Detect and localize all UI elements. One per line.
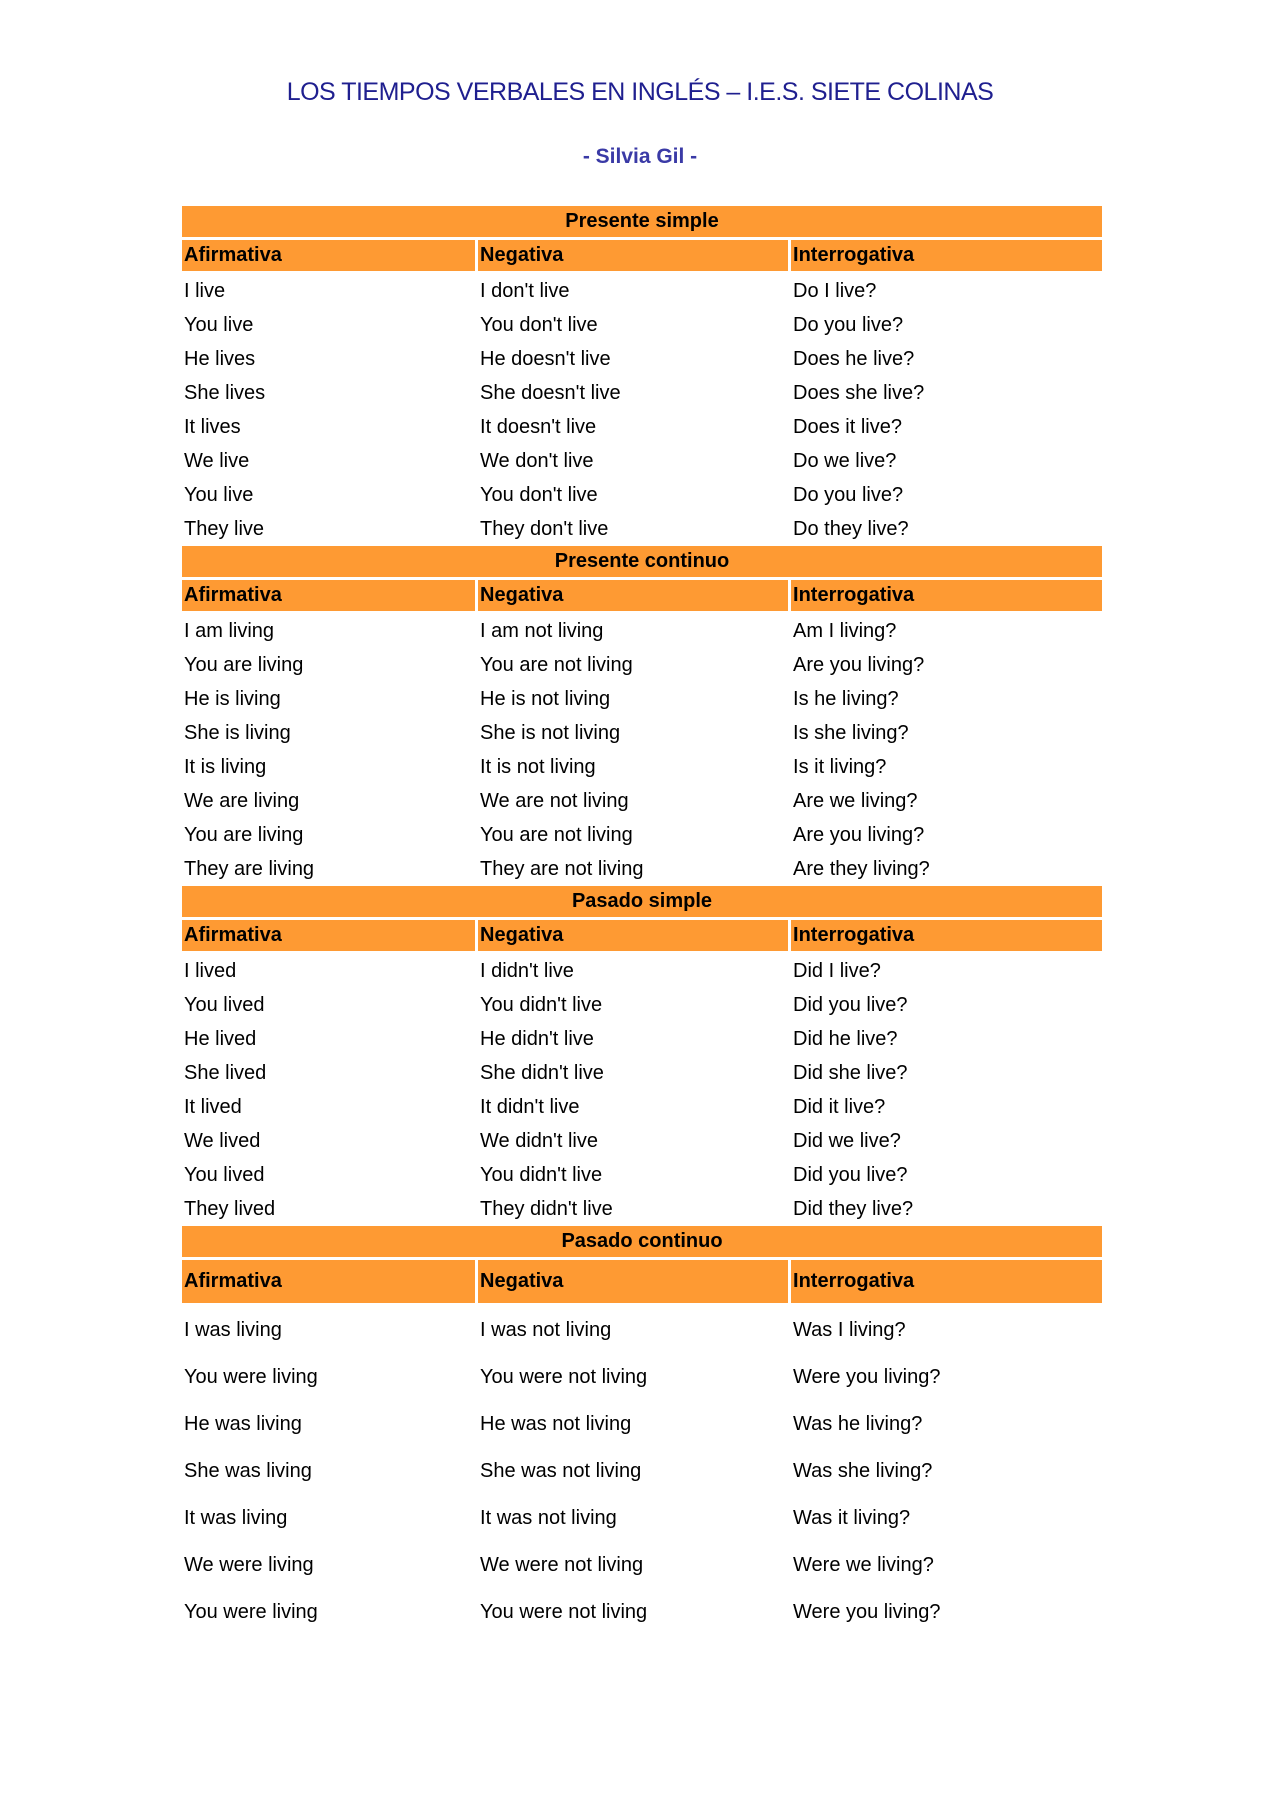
cell-interrogativa: Is she living?	[793, 722, 909, 744]
section-pasado-simple	[182, 886, 1102, 1226]
cell-afirmativa: They lived	[184, 1198, 276, 1220]
cell-negativa: She didn't live	[480, 1062, 604, 1084]
cell-interrogativa: Do you live?	[793, 314, 904, 336]
table-row	[182, 1090, 1102, 1124]
column-header-interrogativa: Interrogativa	[791, 1260, 1102, 1303]
column-header-afirmativa: Afirmativa	[182, 1260, 475, 1303]
cell-interrogativa: Were you living?	[793, 1601, 941, 1623]
section-title: Pasado continuo	[182, 1226, 1102, 1257]
table-row	[182, 1495, 1102, 1542]
cell-interrogativa: Do I live?	[793, 280, 877, 302]
table-row	[182, 1124, 1102, 1158]
cell-interrogativa: Do we live?	[793, 450, 897, 472]
table-body	[182, 1307, 1102, 1636]
table-row	[182, 478, 1102, 512]
table-row	[182, 444, 1102, 478]
cell-interrogativa: Did they live?	[793, 1198, 914, 1220]
cell-afirmativa: He lives	[184, 348, 256, 370]
cell-interrogativa: Am I living?	[793, 620, 897, 642]
table-body	[182, 274, 1102, 546]
cell-interrogativa: Did we live?	[793, 1130, 901, 1152]
cell-interrogativa: Did he live?	[793, 1028, 898, 1050]
column-header-interrogativa: Interrogativa	[791, 580, 1102, 611]
section-title: Presente continuo	[182, 546, 1102, 577]
cell-afirmativa: It lived	[184, 1096, 242, 1118]
cell-negativa: We are not living	[480, 790, 629, 812]
cell-negativa: They are not living	[480, 858, 644, 880]
section-title: Presente simple	[182, 206, 1102, 237]
cell-afirmativa: I lived	[184, 960, 237, 982]
table-row	[182, 1448, 1102, 1495]
table-row	[182, 750, 1102, 784]
table-row	[182, 1401, 1102, 1448]
cell-negativa: They don't live	[480, 518, 609, 540]
cell-negativa: It is not living	[480, 756, 596, 778]
table-row	[182, 1192, 1102, 1226]
verb-tenses-grid	[182, 206, 1102, 1636]
cell-interrogativa: Are they living?	[793, 858, 930, 880]
cell-interrogativa: Did she live?	[793, 1062, 908, 1084]
cell-interrogativa: Are you living?	[793, 824, 925, 846]
table-row	[182, 410, 1102, 444]
table-row	[182, 1158, 1102, 1192]
table-row	[182, 1354, 1102, 1401]
cell-interrogativa: Did you live?	[793, 994, 908, 1016]
cell-negativa: He was not living	[480, 1413, 632, 1435]
cell-negativa: She was not living	[480, 1460, 642, 1482]
cell-negativa: You don't live	[480, 484, 598, 506]
cell-negativa: He didn't live	[480, 1028, 594, 1050]
cell-interrogativa: Are we living?	[793, 790, 918, 812]
table-row	[182, 954, 1102, 988]
cell-interrogativa: Was I living?	[793, 1319, 906, 1341]
cell-interrogativa: Did I live?	[793, 960, 881, 982]
cell-negativa: I was not living	[480, 1319, 612, 1341]
table-row	[182, 1307, 1102, 1354]
cell-negativa: It was not living	[480, 1507, 617, 1529]
cell-afirmativa: We lived	[184, 1130, 261, 1152]
table-row	[182, 784, 1102, 818]
cell-negativa: You don't live	[480, 314, 598, 336]
cell-interrogativa: Does he live?	[793, 348, 915, 370]
cell-afirmativa: It was living	[184, 1507, 288, 1529]
table-row	[182, 274, 1102, 308]
cell-interrogativa: Are you living?	[793, 654, 925, 676]
cell-interrogativa: Were you living?	[793, 1366, 941, 1388]
cell-afirmativa: She is living	[184, 722, 291, 744]
cell-afirmativa: You lived	[184, 994, 265, 1016]
cell-negativa: It doesn't live	[480, 416, 597, 438]
cell-afirmativa: We are living	[184, 790, 300, 812]
section-pasado-continuo	[182, 1226, 1102, 1636]
column-header-negativa: Negativa	[478, 1260, 788, 1303]
cell-afirmativa: She lives	[184, 382, 266, 404]
cell-interrogativa: Do they live?	[793, 518, 909, 540]
cell-negativa: I didn't live	[480, 960, 574, 982]
cell-afirmativa: You were living	[184, 1601, 318, 1623]
cell-negativa: I don't live	[480, 280, 570, 302]
cell-afirmativa: You are living	[184, 824, 304, 846]
column-header-negativa: Negativa	[478, 240, 788, 271]
cell-interrogativa: Was she living?	[793, 1460, 933, 1482]
table-row	[182, 512, 1102, 546]
cell-afirmativa: It is living	[184, 756, 267, 778]
cell-afirmativa: You are living	[184, 654, 304, 676]
cell-afirmativa: You live	[184, 314, 254, 336]
cell-negativa: He is not living	[480, 688, 611, 710]
cell-negativa: You were not living	[480, 1366, 648, 1388]
cell-negativa: You are not living	[480, 824, 633, 846]
cell-interrogativa: Does she live?	[793, 382, 925, 404]
cell-negativa: You are not living	[480, 654, 633, 676]
table-row	[182, 648, 1102, 682]
table-row	[182, 1022, 1102, 1056]
cell-negativa: You were not living	[480, 1601, 648, 1623]
cell-afirmativa: She was living	[184, 1460, 312, 1482]
cell-negativa: They didn't live	[480, 1198, 613, 1220]
cell-interrogativa: Was it living?	[793, 1507, 911, 1529]
column-header-interrogativa: Interrogativa	[791, 240, 1102, 271]
cell-negativa: She doesn't live	[480, 382, 621, 404]
cell-interrogativa: Did you live?	[793, 1164, 908, 1186]
table-body	[182, 954, 1102, 1226]
cell-afirmativa: He was living	[184, 1413, 302, 1435]
cell-afirmativa: I was living	[184, 1319, 282, 1341]
column-header-interrogativa: Interrogativa	[791, 920, 1102, 951]
cell-negativa: You didn't live	[480, 1164, 603, 1186]
cell-afirmativa: I am living	[184, 620, 275, 642]
column-header-row	[182, 240, 1102, 271]
cell-interrogativa: Does it live?	[793, 416, 902, 438]
cell-afirmativa: You were living	[184, 1366, 318, 1388]
table-row	[182, 818, 1102, 852]
column-header-row	[182, 580, 1102, 611]
table-row	[182, 376, 1102, 410]
section-title: Pasado simple	[182, 886, 1102, 917]
cell-afirmativa: She lived	[184, 1062, 267, 1084]
page-subtitle: - Silvia Gil -	[582, 145, 698, 168]
cell-interrogativa: Do you live?	[793, 484, 904, 506]
cell-afirmativa: They are living	[184, 858, 315, 880]
cell-afirmativa: You lived	[184, 1164, 265, 1186]
cell-afirmativa: He is living	[184, 688, 281, 710]
section-presente-simple	[182, 206, 1102, 546]
cell-interrogativa: Is it living?	[793, 756, 887, 778]
cell-negativa: It didn't live	[480, 1096, 580, 1118]
cell-negativa: We were not living	[480, 1554, 644, 1576]
table-row	[182, 716, 1102, 750]
cell-negativa: I am not living	[480, 620, 604, 642]
table-row	[182, 1542, 1102, 1589]
cell-negativa: We didn't live	[480, 1130, 598, 1152]
section-presente-continuo	[182, 546, 1102, 886]
column-header-negativa: Negativa	[478, 920, 788, 951]
cell-afirmativa: They live	[184, 518, 265, 540]
column-header-negativa: Negativa	[478, 580, 788, 611]
cell-afirmativa: We were living	[184, 1554, 314, 1576]
table-row	[182, 342, 1102, 376]
cell-negativa: She is not living	[480, 722, 621, 744]
column-header-afirmativa: Afirmativa	[182, 240, 475, 271]
cell-afirmativa: We live	[184, 450, 250, 472]
cell-afirmativa: I live	[184, 280, 226, 302]
cell-negativa: He doesn't live	[480, 348, 611, 370]
cell-negativa: We don't live	[480, 450, 594, 472]
table-row	[182, 308, 1102, 342]
cell-negativa: You didn't live	[480, 994, 603, 1016]
cell-interrogativa: Did it live?	[793, 1096, 886, 1118]
cell-interrogativa: Is he living?	[793, 688, 899, 710]
table-row	[182, 988, 1102, 1022]
cell-afirmativa: It lives	[184, 416, 241, 438]
page-title: LOS TIEMPOS VERBALES EN INGLÉS – I.E.S. SIETE COLINAS	[286, 78, 994, 106]
column-header-afirmativa: Afirmativa	[182, 920, 475, 951]
table-row	[182, 614, 1102, 648]
cell-afirmativa: He lived	[184, 1028, 257, 1050]
column-header-row	[182, 1260, 1102, 1303]
cell-interrogativa: Were we living?	[793, 1554, 934, 1576]
table-body	[182, 614, 1102, 886]
column-header-afirmativa: Afirmativa	[182, 580, 475, 611]
table-row	[182, 1589, 1102, 1636]
cell-afirmativa: You live	[184, 484, 254, 506]
table-row	[182, 852, 1102, 886]
table-row	[182, 1056, 1102, 1090]
cell-interrogativa: Was he living?	[793, 1413, 923, 1435]
column-header-row	[182, 920, 1102, 951]
table-row	[182, 682, 1102, 716]
